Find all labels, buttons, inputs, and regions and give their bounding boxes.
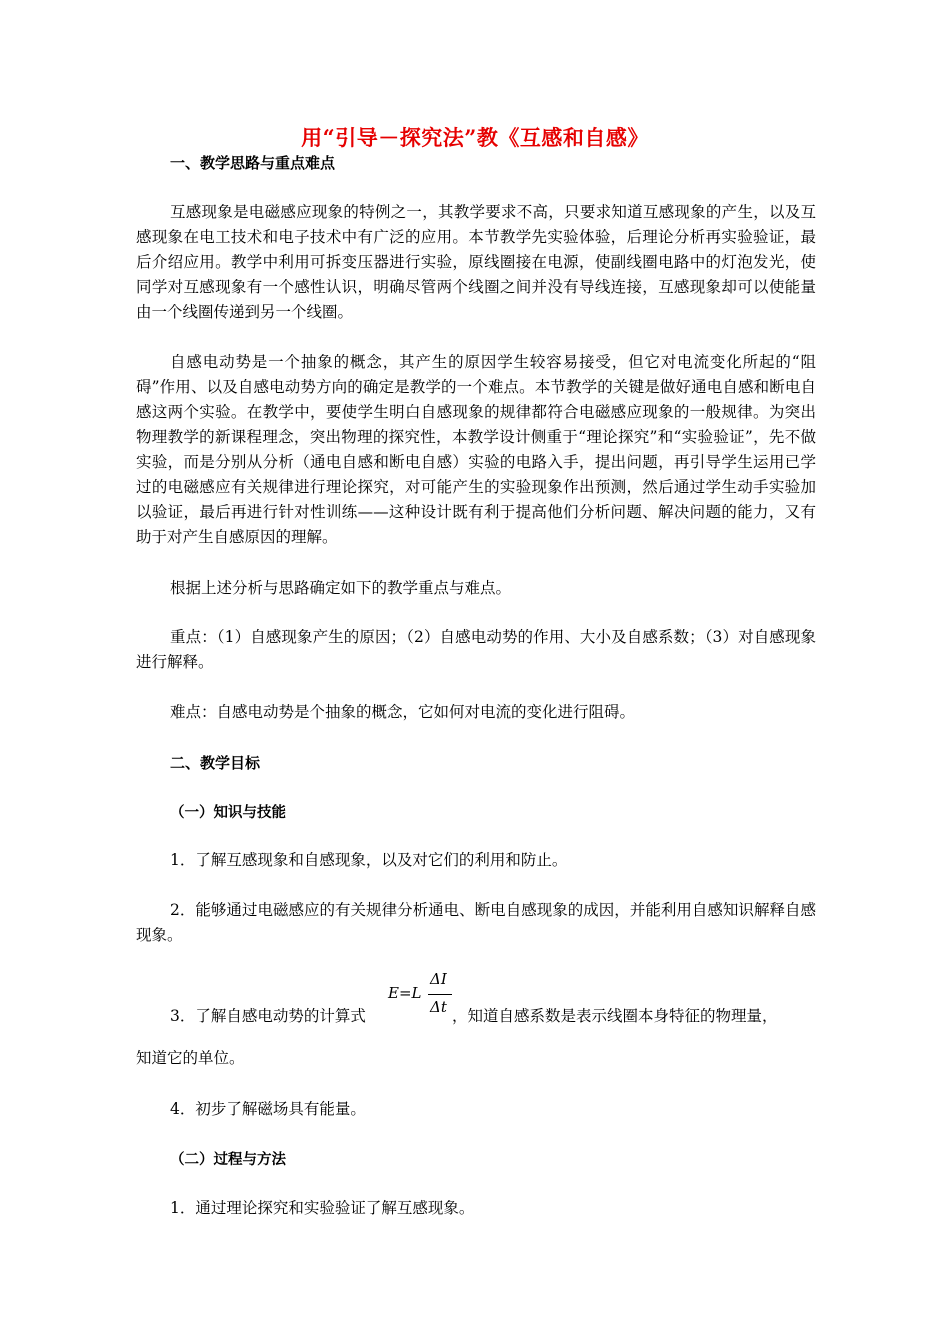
paragraph-4: 重点：（1）自感现象产生的原因；（2）自感电动势的作用、大小及自感系数；（3）对自感现象进行解释。 xyxy=(136,628,816,671)
formula-lhs: E=L xyxy=(388,984,422,1002)
subheading-knowledge: （一）知识与技能 xyxy=(170,804,286,821)
paragraph-5: 难点：自感电动势是个抽象的概念，它如何对电流的变化进行阻碍。 xyxy=(170,703,636,721)
objective-item-3-start: 3．了解自感电动势的计算式 xyxy=(170,1007,366,1025)
formula-numerator: ΔI xyxy=(430,970,447,988)
objective-item-4: 4．初步了解磁场具有能量。 xyxy=(170,1100,366,1118)
section-heading-1: 一、教学思路与重点难点 xyxy=(170,154,336,172)
subheading-process: （二）过程与方法 xyxy=(170,1151,286,1168)
document-title: 用“引导－探究法”教《互感和自感》 xyxy=(301,125,649,150)
paragraph-1: 互感现象是电磁感应现象的特例之一，其教学要求不高，只要求知道互感现象的产生，以及互感现象在电工技术和电子技术中有广泛的应用。本节教学先实验体验，后理论分析再实验验证，最后介绍应用。教学中利用可拆变压器进行实验，原线圈接在电源，使副线圈电路中的灯泡发光，使同学对互感现象有一个感性认识，明确尽管两个线圈之间并没有导线连接，互感现象却可以使能量由一个线圈传递到另一个线圈。 xyxy=(136,203,816,321)
self-induction-formula xyxy=(382,970,462,1026)
objective-item-1: 1．了解互感现象和自感现象，以及对它们的利用和防止。 xyxy=(170,851,568,869)
objective-item-3-end: ，知道自感系数是表示线圈本身特征的物理量， xyxy=(452,1007,778,1025)
objective-item-5: 1．通过理论探究和实验验证了解互感现象。 xyxy=(170,1199,475,1217)
formula-denominator: Δt xyxy=(430,998,447,1016)
paragraph-2: 自感电动势是一个抽象的概念，其产生的原因学生较容易接受，但它对电流变化所起的“阻碍”作用、以及自感电动势方向的确定是教学的一个难点。本节教学的关键是做好通电自感和断电自感这两个实验。在教学中，要使学生明白自感现象的规律都符合电磁感应现象的一般规律。为突出物理教学的新课程理念，突出物理的探究性，本教学设计侧重于“理论探究”和“实验验证”，先不做实验，而是分别从分析（通电自感和断电自感）实验的电路入手，提出问题，再引导学生运用已学过的电磁感应有关规律进行理论探究，对可能产生的实验现象作出预测，然后通过学生动手实验加以验证，最后再进行针对性训练——这种设计既有利于提高他们分析问题、解决问题的能力，又有助于对产生自感原因的理解。 xyxy=(136,353,816,546)
objective-item-2: 2．能够通过电磁感应的有关规律分析通电、断电自感现象的成因，并能利用自感知识解释自感现象。 xyxy=(136,901,816,944)
section-heading-2: 二、教学目标 xyxy=(170,754,261,772)
fraction-bar xyxy=(428,994,452,995)
paragraph-3: 根据上述分析与思路确定如下的教学重点与难点。 xyxy=(170,579,512,597)
objective-item-3-continuation: 知道它的单位。 xyxy=(136,1049,245,1067)
